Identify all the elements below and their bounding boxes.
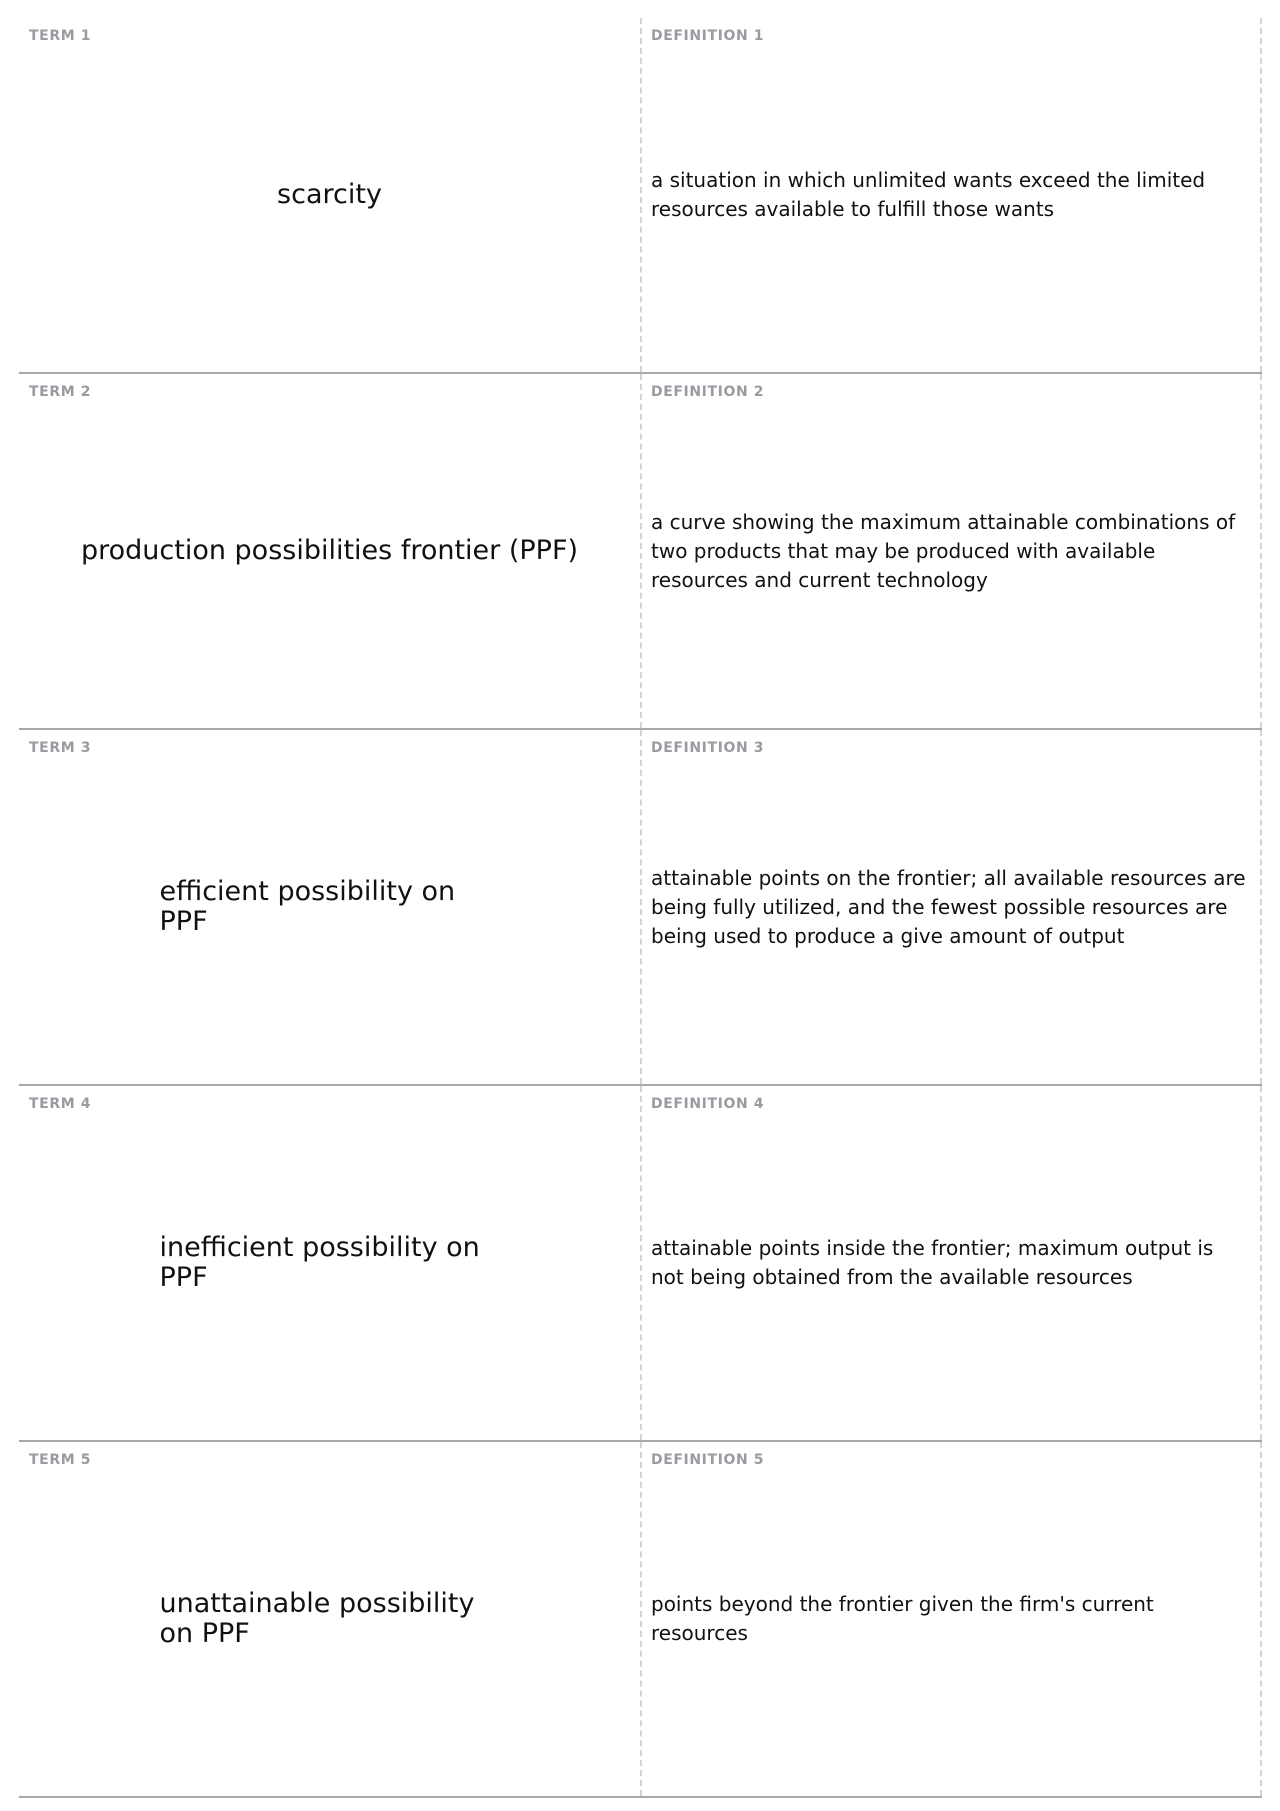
term-label: TERM 5 [29,1452,92,1468]
flashcard-row [19,730,1262,1086]
definition-text: a situation in which unlimited wants exceed the limited resources available to fulfill those wants [651,168,1206,221]
term-text: inefficient possibility on PPF [159,1232,480,1293]
definition-cell [642,730,1262,1084]
definition-text: a curve showing the maximum attainable combinations of two products that may be produced with available resources and current technology [651,509,1236,592]
definition-text: points beyond the frontier given the firm's current resources [651,1592,1154,1645]
term-cell [19,730,642,1084]
term-label: TERM 2 [29,384,92,400]
definition-label: DEFINITION 5 [651,1452,765,1468]
term-text: efficient possibility on PPF [159,876,456,937]
term-label: TERM 1 [29,28,92,44]
flashcard-row [19,1442,1262,1798]
definition-label: DEFINITION 2 [651,384,765,400]
definition-cell [642,374,1262,728]
term-cell [19,1086,642,1440]
definition-cell [642,1442,1262,1796]
term-cell [19,374,642,728]
term-label: TERM 4 [29,1096,92,1112]
definition-cell [642,1086,1262,1440]
term-text: scarcity [277,179,382,210]
flashcard-row [19,1086,1262,1442]
term-text: production possibilities frontier (PPF) [80,535,579,566]
flashcard-row [19,18,1262,374]
term-cell [19,18,642,372]
definition-cell [642,18,1262,372]
definition-text: attainable points inside the frontier; maximum output is not being obtained from the available resources [651,1236,1214,1289]
definition-text: attainable points on the frontier; all available resources are being fully utilized, and the fewest possible resources are being used to produce a give amount of output [651,865,1246,948]
term-cell [19,1442,642,1796]
term-text: unattainable possibility on PPF [159,1588,475,1649]
term-label: TERM 3 [29,740,92,756]
flashcard-row [19,374,1262,730]
definition-label: DEFINITION 1 [651,28,765,44]
definition-label: DEFINITION 4 [651,1096,765,1112]
definition-label: DEFINITION 3 [651,740,765,756]
flashcard-sheet [19,18,1262,1798]
